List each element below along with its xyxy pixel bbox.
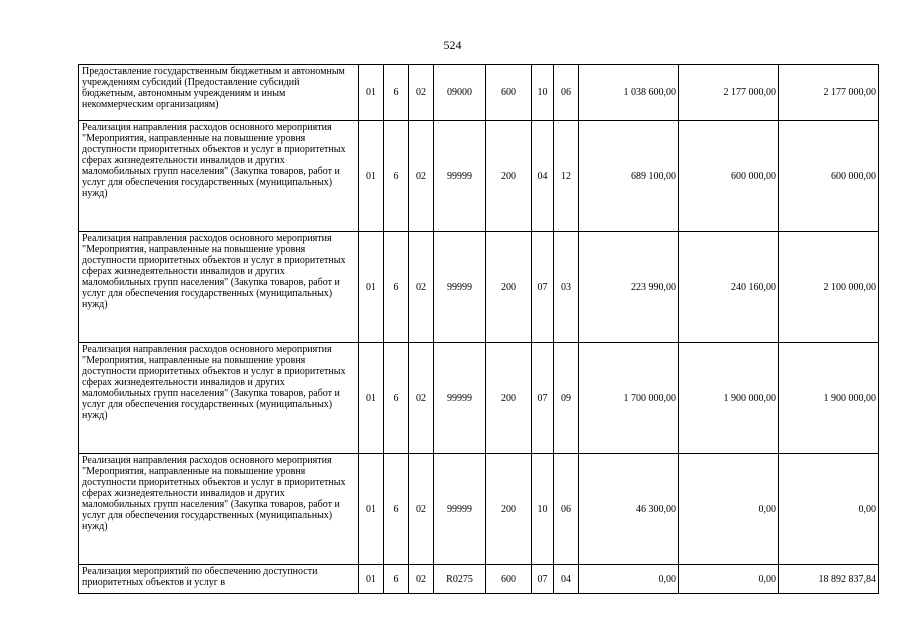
row-description: Реализация мероприятий по обеспечению доступности приоритетных объектов и услуг в <box>79 565 359 594</box>
code-program: 01 <box>359 65 384 121</box>
code-subprogram: 6 <box>384 454 409 565</box>
code-subsection: 12 <box>554 121 579 232</box>
table-row <box>79 565 879 594</box>
amount-year-3: 2 177 000,00 <box>779 65 879 121</box>
code-subprogram: 6 <box>384 65 409 121</box>
code-subprogram: 6 <box>384 232 409 343</box>
code-program: 01 <box>359 565 384 594</box>
code-expense-type: 600 <box>486 565 532 594</box>
amount-year-1: 1 700 000,00 <box>579 343 679 454</box>
table-row <box>79 65 879 121</box>
amount-year-3: 0,00 <box>779 454 879 565</box>
table-row <box>79 232 879 343</box>
amount-year-1: 223 990,00 <box>579 232 679 343</box>
table-row <box>79 121 879 232</box>
code-expense-type: 600 <box>486 65 532 121</box>
code-expense-type: 200 <box>486 454 532 565</box>
code-subprogram: 6 <box>384 343 409 454</box>
amount-year-2: 2 177 000,00 <box>679 65 779 121</box>
code-section: 04 <box>532 121 554 232</box>
code-section: 07 <box>532 232 554 343</box>
code-subprogram: 6 <box>384 121 409 232</box>
table-row <box>79 343 879 454</box>
amount-year-1: 0,00 <box>579 565 679 594</box>
row-description: Реализация направления расходов основного мероприятия "Мероприятия, направленные на повышение уровня доступности приоритетных объектов и услуг в приоритетных сферах жизнедеятельности инвалидов и других маломобильных групп населения" (Закупка товаров, работ и услуг для обеспечения государственных (муниципальных) нужд) <box>79 343 359 454</box>
amount-year-2: 1 900 000,00 <box>679 343 779 454</box>
page-number: 524 <box>443 38 462 52</box>
amount-year-3: 18 892 837,84 <box>779 565 879 594</box>
code-section: 10 <box>532 65 554 121</box>
code-main-event: 02 <box>409 343 434 454</box>
code-subsection: 04 <box>554 565 579 594</box>
amount-year-3: 1 900 000,00 <box>779 343 879 454</box>
code-section: 07 <box>532 565 554 594</box>
code-section: 10 <box>532 454 554 565</box>
code-main-event: 02 <box>409 232 434 343</box>
amount-year-1: 46 300,00 <box>579 454 679 565</box>
code-program: 01 <box>359 454 384 565</box>
code-direction: R0275 <box>434 565 486 594</box>
code-direction: 99999 <box>434 343 486 454</box>
amount-year-2: 600 000,00 <box>679 121 779 232</box>
code-main-event: 02 <box>409 454 434 565</box>
code-subsection: 06 <box>554 454 579 565</box>
code-main-event: 02 <box>409 65 434 121</box>
code-subsection: 03 <box>554 232 579 343</box>
row-description: Предоставление государственным бюджетным и автономным учреждениям субсидий (Предоставление субсидий бюджетным, автономным учреждениям и иным некоммерческим организациям) <box>79 65 359 121</box>
code-direction: 99999 <box>434 232 486 343</box>
table-row <box>79 454 879 565</box>
code-subsection: 09 <box>554 343 579 454</box>
code-expense-type: 200 <box>486 121 532 232</box>
code-direction: 09000 <box>434 65 486 121</box>
code-section: 07 <box>532 343 554 454</box>
code-subprogram: 6 <box>384 565 409 594</box>
amount-year-3: 2 100 000,00 <box>779 232 879 343</box>
row-description: Реализация направления расходов основного мероприятия "Мероприятия, направленные на повышение уровня доступности приоритетных объектов и услуг в приоритетных сферах жизнедеятельности инвалидов и других маломобильных групп населения" (Закупка товаров, работ и услуг для обеспечения государственных (муниципальных) нужд) <box>79 121 359 232</box>
amount-year-2: 240 160,00 <box>679 232 779 343</box>
code-main-event: 02 <box>409 121 434 232</box>
amount-year-1: 689 100,00 <box>579 121 679 232</box>
amount-year-3: 600 000,00 <box>779 121 879 232</box>
code-direction: 99999 <box>434 121 486 232</box>
code-program: 01 <box>359 343 384 454</box>
row-description: Реализация направления расходов основного мероприятия "Мероприятия, направленные на повышение уровня доступности приоритетных объектов и услуг в приоритетных сферах жизнедеятельности инвалидов и других маломобильных групп населения" (Закупка товаров, работ и услуг для обеспечения государственных (муниципальных) нужд) <box>79 232 359 343</box>
amount-year-2: 0,00 <box>679 454 779 565</box>
budget-table <box>78 64 879 594</box>
amount-year-1: 1 038 600,00 <box>579 65 679 121</box>
row-description: Реализация направления расходов основного мероприятия "Мероприятия, направленные на повышение уровня доступности приоритетных объектов и услуг в приоритетных сферах жизнедеятельности инвалидов и других маломобильных групп населения" (Закупка товаров, работ и услуг для обеспечения государственных (муниципальных) нужд) <box>79 454 359 565</box>
code-subsection: 06 <box>554 65 579 121</box>
code-main-event: 02 <box>409 565 434 594</box>
code-expense-type: 200 <box>486 232 532 343</box>
amount-year-2: 0,00 <box>679 565 779 594</box>
code-program: 01 <box>359 232 384 343</box>
code-expense-type: 200 <box>486 343 532 454</box>
code-direction: 99999 <box>434 454 486 565</box>
code-program: 01 <box>359 121 384 232</box>
